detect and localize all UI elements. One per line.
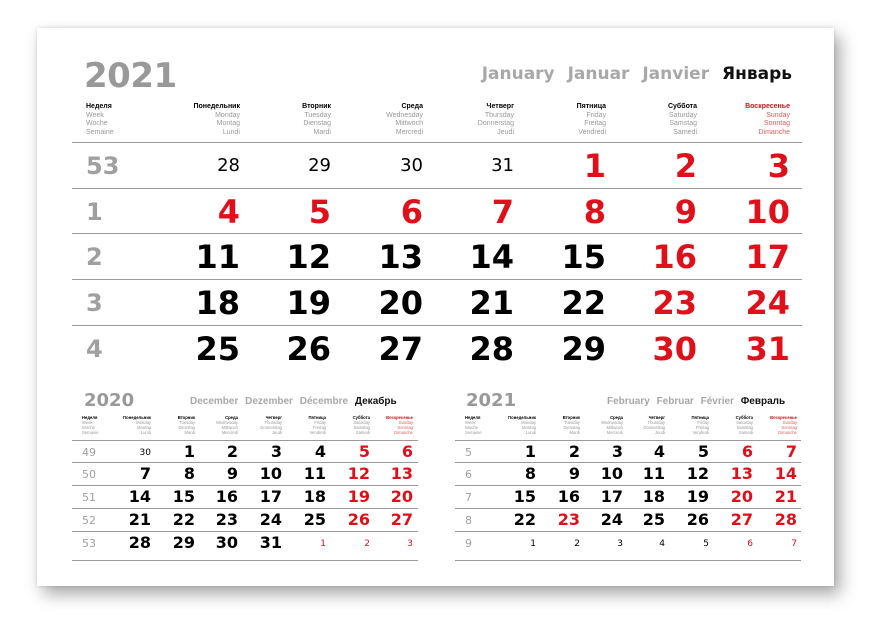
day-number: 27 <box>378 330 423 368</box>
day-number: 1 <box>524 442 536 461</box>
row-divider <box>455 462 801 463</box>
day-number: 11 <box>303 464 326 483</box>
week-number: 8 <box>465 514 472 527</box>
day-number: 16 <box>652 238 697 276</box>
month-name-en: January <box>481 64 555 84</box>
weekday-name-translation: Donnerstag <box>643 425 665 430</box>
weekday-name-translation: Vendredi <box>692 430 709 435</box>
day-number: 2 <box>574 539 580 549</box>
weekday-name-ru: Вторник <box>302 103 331 110</box>
weekday-name-ru: Вторник <box>177 415 195 420</box>
weekday-name-translation: Montag <box>522 425 536 430</box>
weekday-name-ru: Четверг <box>648 415 665 420</box>
weekday-name-translation: Montag <box>216 120 240 127</box>
weekday-name-translation: Lundi <box>222 128 240 136</box>
day-number: 5 <box>697 442 709 461</box>
weekday-name-translation: Friday <box>314 420 326 425</box>
day-number: 18 <box>195 284 240 322</box>
day-number: 28 <box>774 510 797 529</box>
day-number: 15 <box>513 487 536 506</box>
weekday-name-ru: Четверг <box>265 415 282 420</box>
weekday-name-translation: Woche <box>465 425 478 430</box>
weekday-header <box>160 103 240 137</box>
row-divider <box>455 508 801 509</box>
weekday-name-translation: Friday <box>697 420 709 425</box>
day-number: 11 <box>642 464 665 483</box>
weekday-name-translation: Thursday <box>647 420 665 425</box>
day-number: 26 <box>686 510 709 529</box>
weekday-name-translation: Mardi <box>569 430 580 435</box>
day-number: 12 <box>347 464 370 483</box>
day-number: 6 <box>401 442 413 461</box>
day-number: 25 <box>642 510 665 529</box>
day-number: 16 <box>557 487 580 506</box>
weekday-name-ru: Понедельник <box>193 103 240 110</box>
weekday-header <box>615 415 665 435</box>
weekday-name-translation: Samstag <box>669 120 697 127</box>
weekday-name-translation: Freitag <box>584 120 606 127</box>
weekday-header <box>101 415 151 435</box>
weekday-name-translation: Week <box>82 420 93 425</box>
day-number: 7 <box>785 442 797 461</box>
day-number: 22 <box>561 284 606 322</box>
month-name-ru: Январь <box>722 64 792 84</box>
weekday-name-translation: Semaine <box>465 430 482 435</box>
weekday-header <box>486 415 536 435</box>
weekday-name-ru: Неделя <box>465 415 481 420</box>
weekday-name-translation: Mercredi <box>395 128 423 136</box>
day-number: 21 <box>469 284 514 322</box>
day-number: 26 <box>286 330 331 368</box>
weekday-header <box>86 103 146 137</box>
day-number: 2 <box>674 147 697 185</box>
day-number: 20 <box>390 487 413 506</box>
day-number: 17 <box>600 487 623 506</box>
weekday-name-translation: Monday <box>215 111 240 119</box>
day-number: 13 <box>730 464 753 483</box>
weekday-name-translation: Semaine <box>82 430 99 435</box>
row-divider <box>72 188 802 189</box>
weekday-name-translation: Samedi <box>355 430 370 435</box>
weekday-name-ru: Среда <box>610 415 623 420</box>
day-number: 1 <box>320 539 326 549</box>
weekday-name-ru: Воскресенье <box>386 415 413 420</box>
weekday-name-translation: Montag <box>137 425 151 430</box>
week-number: 50 <box>82 468 96 481</box>
weekday-name-translation: Donnerstag <box>260 425 282 430</box>
day-number: 8 <box>183 464 195 483</box>
day-number: 9 <box>568 464 580 483</box>
day-number: 14 <box>128 487 151 506</box>
weekday-header <box>434 103 514 137</box>
weekday-name-translation: Sunday <box>782 420 797 425</box>
weekday-name-translation: Dienstag <box>563 425 580 430</box>
day-number: 4 <box>653 442 665 461</box>
weekday-name-translation: Week <box>465 420 476 425</box>
week-number: 53 <box>82 537 96 550</box>
day-number: 7 <box>491 193 514 231</box>
day-number: 29 <box>172 533 195 552</box>
week-number: 2 <box>86 243 103 271</box>
month-name-en: December <box>190 396 239 407</box>
weekday-name-ru: Суббота <box>667 103 697 110</box>
day-number: 22 <box>172 510 195 529</box>
day-number: 10 <box>745 193 790 231</box>
weekday-name-ru: Среда <box>225 415 238 420</box>
weekday-name-ru: Суббота <box>352 415 370 420</box>
weekday-name-translation: Monday <box>521 420 536 425</box>
day-number: 10 <box>600 464 623 483</box>
week-number: 9 <box>465 537 472 550</box>
day-number: 3 <box>617 539 623 549</box>
week-number: 52 <box>82 514 96 527</box>
day-number: 9 <box>226 464 238 483</box>
weekday-name-translation: Vendredi <box>578 128 606 136</box>
weekday-name-ru: Неделя <box>86 103 112 110</box>
row-divider <box>72 508 418 509</box>
weekday-name-translation: Mardi <box>184 430 195 435</box>
day-number: 28 <box>217 155 240 176</box>
week-number: 49 <box>82 446 96 459</box>
day-number: 31 <box>259 533 282 552</box>
weekday-name-translation: Tuesday <box>179 420 195 425</box>
day-number: 30 <box>652 330 697 368</box>
week-number: 7 <box>465 491 472 504</box>
month-name-ru: Декабрь <box>354 396 397 407</box>
month-name-fr: Décembre <box>299 396 349 407</box>
weekday-name-ru: Неделя <box>82 415 98 420</box>
day-number: 24 <box>745 284 790 322</box>
weekday-header <box>232 415 282 435</box>
weekday-header <box>526 103 606 137</box>
day-number: 20 <box>378 284 423 322</box>
month-name-en: February <box>607 396 650 407</box>
weekday-name-translation: Sonntag <box>763 120 790 127</box>
day-number: 11 <box>195 238 240 276</box>
weekday-name-translation: Lundi <box>140 430 151 435</box>
day-number: 4 <box>217 193 240 231</box>
day-number: 5 <box>703 539 709 549</box>
weekday-name-ru: Воскресенье <box>745 103 790 110</box>
weekday-header <box>710 103 790 137</box>
day-number: 3 <box>270 442 282 461</box>
weekday-name-translation: Sunday <box>398 420 413 425</box>
weekday-name-translation: Sonntag <box>781 425 797 430</box>
day-number: 19 <box>686 487 709 506</box>
week-number: 53 <box>86 152 120 180</box>
day-number: 31 <box>491 155 514 176</box>
row-divider <box>72 440 418 441</box>
mini-year-left: 2020 <box>84 390 135 411</box>
weekday-name-translation: Dimanche <box>778 430 797 435</box>
weekday-name-ru: Понедельник <box>508 415 536 420</box>
weekday-name-translation: Samstag <box>353 425 370 430</box>
day-number: 27 <box>390 510 413 529</box>
weekday-name-translation: Wednesday <box>600 420 623 425</box>
day-number: 10 <box>259 464 282 483</box>
row-divider <box>72 531 418 532</box>
day-number: 13 <box>378 238 423 276</box>
weekday-name-translation: Mardi <box>313 128 331 136</box>
day-number: 7 <box>791 539 797 549</box>
day-number: 12 <box>286 238 331 276</box>
day-number: 6 <box>400 193 423 231</box>
weekday-name-translation: Mercredi <box>221 430 238 435</box>
month-name-fr: Janvier <box>642 64 710 84</box>
weekday-name-ru: Понедельник <box>123 415 151 420</box>
weekday-name-translation: Samedi <box>738 430 753 435</box>
weekday-header <box>747 415 797 435</box>
row-divider <box>72 325 802 326</box>
weekday-name-translation: Samstag <box>736 425 753 430</box>
week-number: 51 <box>82 491 96 504</box>
month-name-de: Februar <box>656 396 694 407</box>
weekday-name-translation: Vendredi <box>309 430 326 435</box>
day-number: 23 <box>557 510 580 529</box>
weekday-name-translation: Monday <box>136 420 151 425</box>
day-number: 17 <box>259 487 282 506</box>
weekday-name-ru: Четверг <box>486 103 514 110</box>
weekday-header <box>251 103 331 137</box>
weekday-name-translation: Saturday <box>668 111 697 119</box>
day-number: 24 <box>600 510 623 529</box>
weekday-name-translation: Woche <box>82 425 95 430</box>
day-number: 25 <box>195 330 240 368</box>
day-number: 3 <box>407 539 413 549</box>
weekday-header <box>363 415 413 435</box>
day-number: 7 <box>139 464 151 483</box>
weekday-name-translation: Dimanche <box>758 128 790 136</box>
weekday-name-ru: Пятница <box>576 103 606 110</box>
week-number: 5 <box>465 446 472 459</box>
day-number: 14 <box>469 238 514 276</box>
weekday-name-translation: Dimanche <box>394 430 413 435</box>
day-number: 15 <box>172 487 195 506</box>
day-number: 14 <box>774 464 797 483</box>
week-number: 3 <box>86 289 103 317</box>
weekday-header <box>343 103 423 137</box>
day-number: 28 <box>128 533 151 552</box>
day-number: 25 <box>303 510 326 529</box>
day-number: 4 <box>314 442 326 461</box>
day-number: 27 <box>730 510 753 529</box>
weekday-name-ru: Среда <box>401 103 423 110</box>
row-divider <box>455 531 801 532</box>
day-number: 30 <box>215 533 238 552</box>
weekday-name-translation: Mittwoch <box>395 120 423 127</box>
weekday-name-translation: Tuesday <box>304 111 331 119</box>
weekday-name-translation: Wednesday <box>215 420 238 425</box>
month-name-ru: Февраль <box>740 396 786 407</box>
row-divider <box>72 279 802 280</box>
row-divider <box>455 560 801 561</box>
day-number: 19 <box>347 487 370 506</box>
weekday-name-ru: Суббота <box>735 415 753 420</box>
weekday-name-translation: Sunday <box>766 111 790 119</box>
day-number: 1 <box>583 147 606 185</box>
weekday-name-translation: Dienstag <box>178 425 195 430</box>
day-number: 2 <box>568 442 580 461</box>
day-number: 28 <box>469 330 514 368</box>
weekday-header <box>703 415 753 435</box>
weekday-name-ru: Пятница <box>308 415 326 420</box>
weekday-header <box>188 415 238 435</box>
day-number: 16 <box>215 487 238 506</box>
weekday-name-translation: Samedi <box>673 128 697 136</box>
day-number: 20 <box>730 487 753 506</box>
weekday-name-ru: Пятница <box>691 415 709 420</box>
weekday-header <box>617 103 697 137</box>
weekday-name-translation: Friday <box>586 111 606 119</box>
day-number: 29 <box>308 155 331 176</box>
day-number: 17 <box>745 238 790 276</box>
weekday-name-translation: Woche <box>86 120 108 127</box>
weekday-name-translation: Mittwoch <box>606 425 623 430</box>
day-number: 6 <box>747 539 753 549</box>
day-number: 22 <box>513 510 536 529</box>
month-name-de: Januar <box>567 64 630 84</box>
month-name-fr: Février <box>700 396 734 407</box>
weekday-name-translation: Jeudi <box>271 430 282 435</box>
day-number: 8 <box>524 464 536 483</box>
weekday-name-translation: Jeudi <box>654 430 665 435</box>
weekday-name-translation: Week <box>86 111 104 119</box>
mini-month-names-left <box>186 396 397 407</box>
day-number: 3 <box>767 147 790 185</box>
day-number: 18 <box>642 487 665 506</box>
week-number: 6 <box>465 468 472 481</box>
weekday-name-translation: Donnerstag <box>477 120 514 127</box>
weekday-name-translation: Jeudi <box>497 128 514 136</box>
day-number: 13 <box>390 464 413 483</box>
day-number: 21 <box>774 487 797 506</box>
day-number: 1 <box>530 539 536 549</box>
day-number: 2 <box>364 539 370 549</box>
weekday-name-translation: Dienstag <box>303 120 331 127</box>
weekday-header <box>276 415 326 435</box>
day-number: 1 <box>183 442 195 461</box>
weekday-name-ru: Вторник <box>562 415 580 420</box>
day-number: 2 <box>226 442 238 461</box>
week-number: 1 <box>86 198 103 226</box>
day-number: 15 <box>561 238 606 276</box>
day-number: 30 <box>400 155 423 176</box>
day-number: 5 <box>308 193 331 231</box>
weekday-name-translation: Freitag <box>312 425 326 430</box>
day-number: 21 <box>128 510 151 529</box>
weekday-name-translation: Saturday <box>736 420 753 425</box>
day-number: 9 <box>674 193 697 231</box>
day-number: 26 <box>347 510 370 529</box>
month-name-de: Dezember <box>245 396 293 407</box>
day-number: 4 <box>659 539 665 549</box>
row-divider <box>72 462 418 463</box>
day-number: 18 <box>303 487 326 506</box>
day-number: 5 <box>358 442 370 461</box>
row-divider <box>72 485 418 486</box>
main-month-names <box>475 64 792 84</box>
mini-year-right: 2021 <box>466 390 517 411</box>
weekday-name-translation: Semaine <box>86 128 114 136</box>
weekday-name-translation: Wednesday <box>386 111 423 119</box>
row-divider <box>72 142 802 143</box>
day-number: 24 <box>259 510 282 529</box>
day-number: 23 <box>215 510 238 529</box>
weekday-name-translation: Mercredi <box>606 430 623 435</box>
weekday-name-translation: Tuesday <box>564 420 580 425</box>
weekday-name-translation: Mittwoch <box>221 425 238 430</box>
row-divider <box>72 560 418 561</box>
day-number: 12 <box>686 464 709 483</box>
row-divider <box>72 233 802 234</box>
weekday-name-translation: Thursday <box>484 111 514 119</box>
day-number: 3 <box>611 442 623 461</box>
weekday-name-translation: Thursday <box>264 420 282 425</box>
weekday-name-translation: Sonntag <box>397 425 413 430</box>
row-divider <box>455 485 801 486</box>
day-number: 31 <box>745 330 790 368</box>
mini-month-names-right <box>603 396 785 407</box>
weekday-name-translation: Lundi <box>525 430 536 435</box>
day-number: 19 <box>286 284 331 322</box>
weekday-header <box>659 415 709 435</box>
day-number: 29 <box>561 330 606 368</box>
week-number: 4 <box>86 335 103 363</box>
day-number: 23 <box>652 284 697 322</box>
day-number: 8 <box>583 193 606 231</box>
day-number: 6 <box>741 442 753 461</box>
weekday-name-translation: Saturday <box>353 420 370 425</box>
day-number: 30 <box>139 448 151 458</box>
main-year: 2021 <box>84 56 177 96</box>
weekday-name-translation: Freitag <box>695 425 709 430</box>
weekday-name-ru: Воскресенье <box>770 415 797 420</box>
row-divider <box>455 440 801 441</box>
